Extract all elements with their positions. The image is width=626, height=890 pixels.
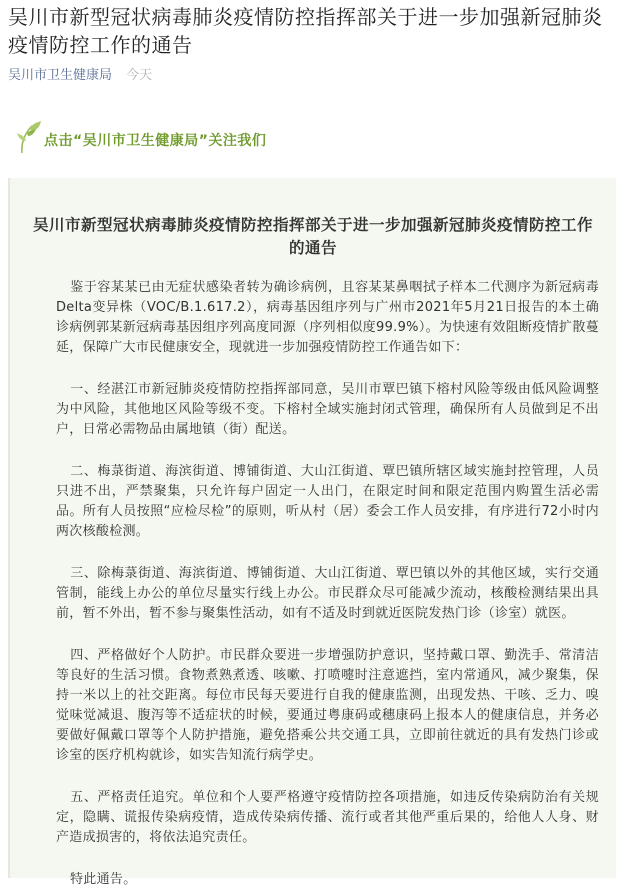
notice-box <box>8 178 616 887</box>
follow-text[interactable]: 点击“吴川市卫生健康局”关注我们 <box>44 133 267 149</box>
leaf-icon <box>16 120 42 154</box>
author-link[interactable]: 吴川市卫生健康局 <box>8 68 113 83</box>
notice-paragraph-intro: 鉴于容某某已由无症状感染者转为确诊病例，且容某某鼻咽拭子样本二代测序为新冠病毒Delta变异株（VOC/B.1.617.2），病毒基因组序列与广州市2021年5月21日报告的本土确诊病例郭某新冠病毒基因组序列高度同源（序列相似度99.9%）。为快速有效阻断疫情扩散蔓延，保障广大市民健康安全，现就进一步加强疫情防控工作通告如下： <box>56 280 599 355</box>
notice-paragraph-3: 三、除梅菉街道、海滨街道、博铺街道、大山江街道、覃巴镇以外的其他区域，实行交通管制，能线上办公的单位尽量实行线上办公。市民群众尽可能减少流动，核酸检测结果出具前，暂不外出，暂不参与聚集性活动，如有不适及时到就近医院发热门诊（诊室）就医。 <box>56 566 599 621</box>
follow-banner[interactable] <box>16 120 266 154</box>
notice-paragraph-1: 一、经湛江市新冠肺炎疫情防控指挥部同意，吴川市覃巴镇下榕村风险等级由低风险调整为中风险，其他地区风险等级不变。下榕村全域实施封闭式管理，确保所有人员做到足不出户，日常必需物品由属地镇（街）配送。 <box>56 382 599 437</box>
article-title: 吴川市新型冠状病毒肺炎疫情防控指挥部关于进一步加强新冠肺炎疫情防控工作的通告 <box>8 5 603 57</box>
article-meta <box>0 59 626 85</box>
notice-closing: 特此通告。 <box>70 872 137 887</box>
publish-date: 今天 <box>126 68 153 83</box>
notice-paragraph-5: 五、严格责任追究。单位和个人要严格遵守疫情防控各项措施，如违反传染病防治有关规定，隐瞒、谎报传染病疫情，造成传染病传播、流行或者其他严重后果的，给他人人身、财产造成损害的，将依法追究责任。 <box>56 790 599 845</box>
notice-paragraph-2: 二、梅菉街道、海滨街道、博铺街道、大山江街道、覃巴镇所辖区域实施封控管理，人员只进不出，严禁聚集，只允许每户固定一人出门，在限定时间和限定范围内购置生活必需品。所有人员按照“应检尽检”的原则，听从村（居）委会工作人员安排，有序进行72小时内两次核酸检测。 <box>56 464 599 539</box>
notice-paragraph-4: 四、严格做好个人防护。市民群众要进一步增强防护意识，坚持戴口罩、勤洗手、常清洁等良好的生活习惯。食物煮熟煮透、咳嗽、打喷嚏时注意遮挡，室内常通风，减少聚集，保持一米以上的社交距离。每位市民每天要进行自我的健康监测，出现发热、干咳、乏力、嗅觉味觉减退、腹泻等不适症状的时候，要通过粤康码或穗康码上报本人的健康信息，并务必要做好佩戴口罩等个人防护措施，避免搭乘公共交通工具，立即前往就近的具有发热门诊或诊室的医疗机构就诊，如实告知流行病学史。 <box>56 648 599 763</box>
notice-title: 吴川市新型冠状病毒肺炎疫情防控指挥部关于进一步加强新冠肺炎疫情防控工作的通告 <box>32 216 593 257</box>
